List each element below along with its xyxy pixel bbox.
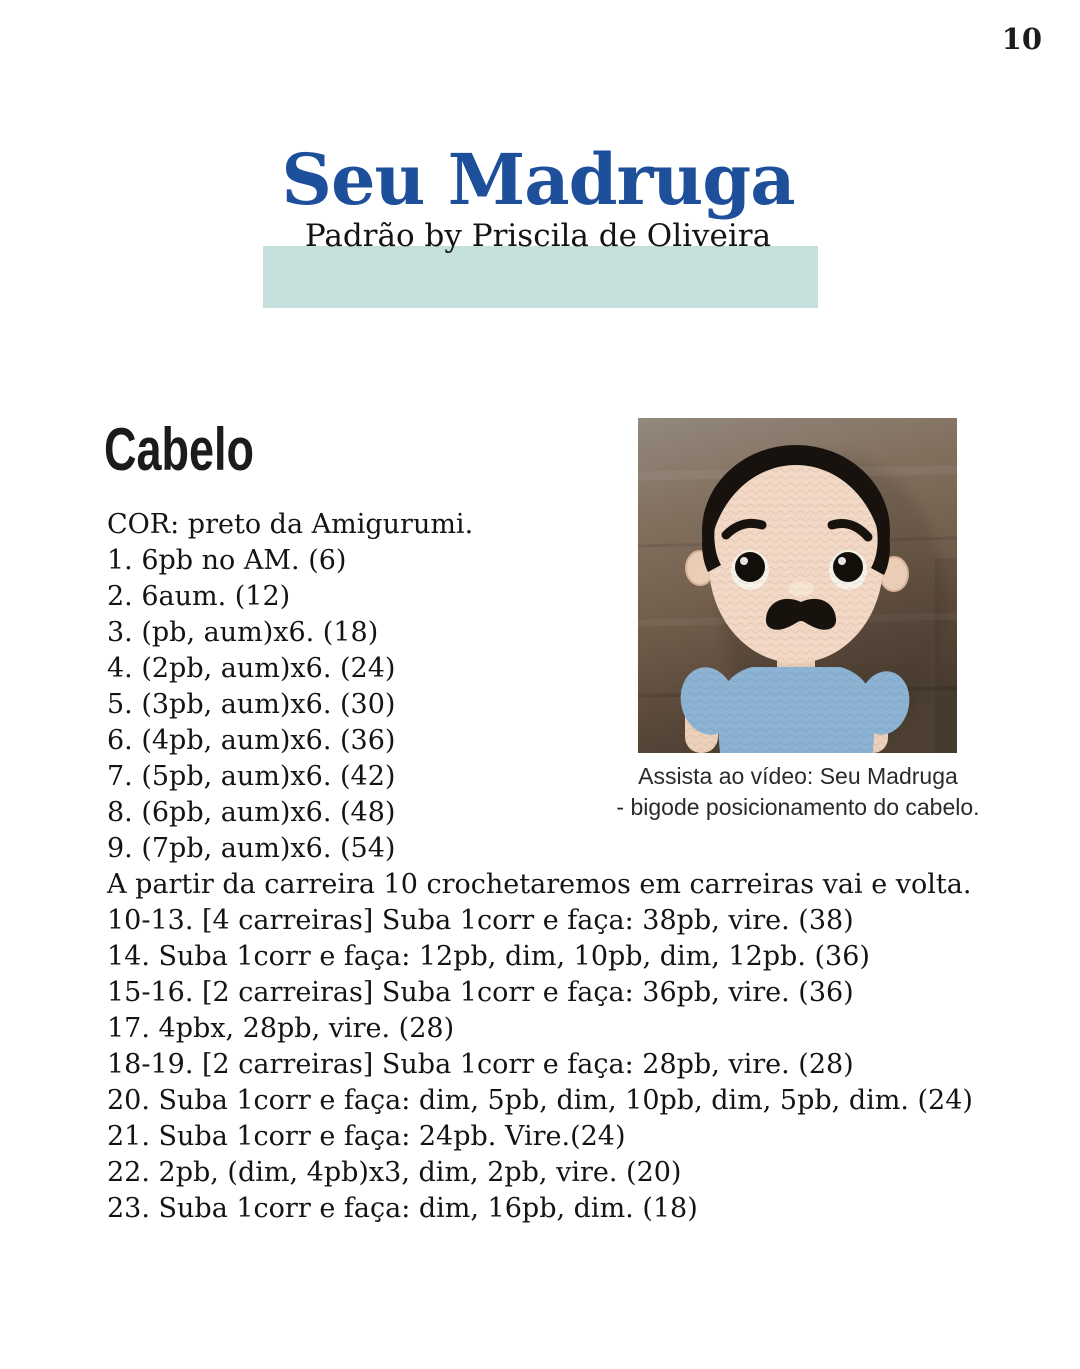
pattern-row: 17. 4pbx, 28pb, vire. (28)	[107, 1013, 455, 1044]
pattern-color-note: COR: preto da Amigurumi.	[107, 509, 474, 540]
pattern-row: 10-13. [4 carreiras] Suba 1corr e faça: 38pb, vire. (38)	[107, 905, 854, 936]
pattern-row: 9. (7pb, aum)x6. (54)	[107, 833, 396, 864]
doc-subtitle: Padrão by Priscila de Oliveira	[304, 218, 772, 254]
pattern-row: 22. 2pb, (dim, 4pb)x3, dim, 2pb, vire. (20)	[107, 1157, 682, 1188]
pattern-row: 5. (3pb, aum)x6. (30)	[107, 689, 396, 720]
pattern-row: 7. (5pb, aum)x6. (42)	[107, 761, 396, 792]
accent-bar	[263, 246, 818, 308]
pattern-row: 8. (6pb, aum)x6. (48)	[107, 797, 396, 828]
pattern-row: 18-19. [2 carreiras] Suba 1corr e faça: 28pb, vire. (28)	[107, 1049, 854, 1080]
pattern-row: 4. (2pb, aum)x6. (24)	[107, 653, 396, 684]
pattern-row: 21. Suba 1corr e faça: 24pb. Vire.(24)	[107, 1121, 626, 1152]
pattern-row: 23. Suba 1corr e faça: dim, 16pb, dim. (18)	[107, 1193, 698, 1224]
pattern-note: A partir da carreira 10 crochetaremos em carreiras vai e volta.	[107, 869, 972, 900]
pattern-row: 14. Suba 1corr e faça: 12pb, dim, 10pb, dim, 12pb. (36)	[107, 941, 870, 972]
pattern-row: 20. Suba 1corr e faça: dim, 5pb, dim, 10pb, dim, 5pb, dim. (24)	[107, 1085, 973, 1116]
figure-caption	[598, 761, 998, 823]
doc-title: Seu Madruga	[281, 138, 795, 221]
page-number: 10	[1001, 22, 1042, 56]
pattern-row: 3. (pb, aum)x6. (18)	[107, 617, 379, 648]
section-heading-cabelo: Cabelo	[104, 416, 255, 483]
pattern-row: 1. 6pb no AM. (6)	[107, 545, 347, 576]
pattern-row: 6. (4pb, aum)x6. (36)	[107, 725, 396, 756]
pattern-row: 2. 6aum. (12)	[107, 581, 291, 612]
figure-caption-line1: Assista ao vídeo: Seu Madruga	[638, 763, 958, 789]
figure-caption-line2: - bigode posicionamento do cabelo.	[616, 794, 980, 820]
pattern-row: 15-16. [2 carreiras] Suba 1corr e faça: 36pb, vire. (36)	[107, 977, 854, 1008]
doll-photo	[638, 418, 957, 753]
